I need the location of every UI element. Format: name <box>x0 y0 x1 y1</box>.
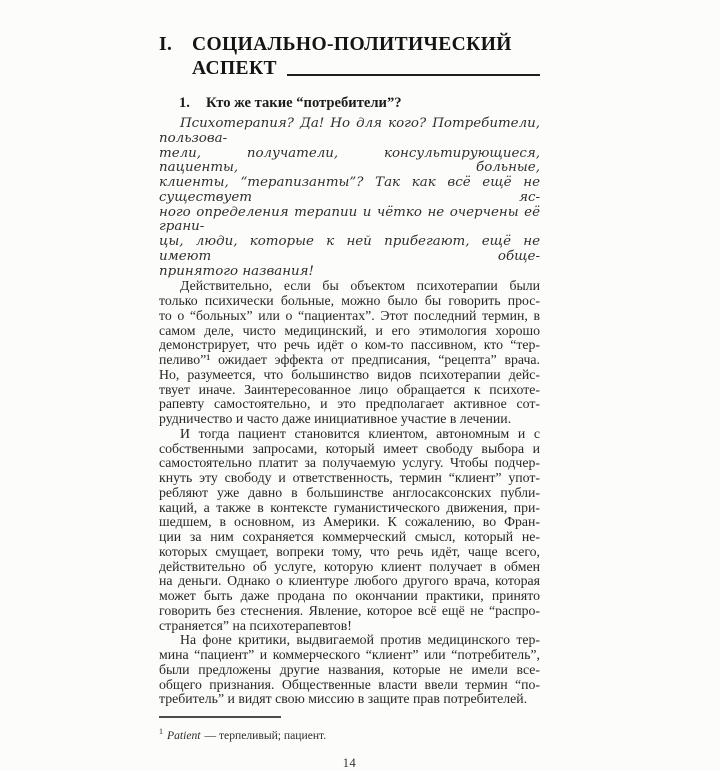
chapter-numeral: I. <box>159 34 173 55</box>
heading-rule <box>287 57 540 77</box>
paragraph-intro <box>159 117 540 279</box>
text-line: действительно об услуге, которую клиент получает в обмен <box>159 558 540 574</box>
text-line: твует иначе. Заинтересованное лицо обращается к психоте- <box>159 381 540 397</box>
text-line: самом деле, чисто медицинский, и его этимология хорошо <box>159 322 540 338</box>
text-line: рапевту самостоятельно, и это предполагает активное сот- <box>159 396 540 412</box>
text-line: собственными запросами, который имеет свободу выбора и <box>159 440 540 456</box>
text-line: самостоятельно платит за получаемую услугу. Чтобы подчер- <box>159 455 540 471</box>
text-line: цы, люди, которые к ней прибегают, ещё не имеют обще- <box>159 234 540 264</box>
footnote-term: Patient <box>167 728 201 742</box>
chapter-title-line2: АСПЕКТ <box>192 57 277 79</box>
footnote-marker: 1 <box>159 727 163 736</box>
text-line: каций, а также в контексте гуманистического движения, при- <box>159 499 540 515</box>
text-line: Но, разумеется, что большинство видов психотерапии дейс- <box>159 366 540 382</box>
page-number: 14 <box>342 755 357 770</box>
text-line: которых смущает, вопреки тому, что речь идёт, чаще всего, <box>159 543 540 559</box>
text-line: общего признания. Общественные власти ввели термин “по- <box>159 676 540 692</box>
chapter-heading-line2 <box>159 57 540 81</box>
text-column <box>159 0 540 771</box>
footnote <box>159 716 540 743</box>
text-line: может быть даже продана по окончании практики, принято <box>159 588 540 603</box>
text-line: страняется” на психотерапевтов! <box>159 617 352 633</box>
paragraph <box>159 279 540 427</box>
footnote-text <box>159 725 540 743</box>
text-line: говорить без стеснения. Явление, которое всё ещё не “распро- <box>159 602 540 618</box>
text-line: клиенты, “терапизанты”? Так как всё ещё не существует яс- <box>159 175 540 205</box>
text-line: демонстрирует, что речь идёт о ком-то пассивном, кто “тер- <box>159 337 540 353</box>
body-text <box>159 117 540 707</box>
text-line: принятого названия! <box>159 263 314 279</box>
chapter-title-line1: СОЦИАЛЬНО-ПОЛИТИЧЕСКИЙ <box>192 34 512 55</box>
text-line: шедшем, в основном, из Америки. К сожалению, во Фран- <box>159 514 540 530</box>
text-line: тели, получатели, консультирующиеся, пациенты, больные, <box>159 145 540 176</box>
chapter-heading <box>159 0 540 80</box>
text-line: пеливо”¹ ожидает эффекта от предписания, “рецепта” врача. <box>159 352 540 367</box>
footnote-definition: — терпеливый; пациент. <box>204 728 327 742</box>
text-line: ребляют уже давно в большинстве англосаксонских публи- <box>159 484 540 500</box>
text-line: были предложены другие названия, которые не имели все- <box>159 661 540 677</box>
text-line: мина “пациент” и коммерческого “клиент” или “потребитель”, <box>159 647 540 662</box>
section-title: Кто же такие “потребители”? <box>206 95 402 111</box>
text-line: требитель” и видят свою миссию в защите прав потребителей. <box>159 691 528 707</box>
footnote-rule <box>159 716 281 718</box>
chapter-heading-line1 <box>159 33 540 57</box>
section-number: 1. <box>179 95 190 111</box>
text-line: И тогда пациент становится клиентом, автономным и с <box>180 425 540 441</box>
text-line: ного определения терапии и чётко не очерчены её грани- <box>159 204 540 235</box>
section-heading <box>179 94 540 112</box>
text-line: Психотерапия? Да! Но для кого? Потребители, пользова- <box>159 116 540 146</box>
text-line: кнуть эту свободу и ответственность, термин “клиент” упот- <box>159 470 540 485</box>
text-line: рудничество и часто даже инициативное участие в лечении. <box>159 411 512 426</box>
text-line: На фоне критики, выдвигаемой против медицинского тер- <box>180 632 540 648</box>
chapter-numeral-spacer <box>159 57 192 81</box>
text-line: только психически больные, можно было бы говорить прос- <box>159 293 540 308</box>
paragraph <box>159 633 540 707</box>
paragraph <box>159 427 540 634</box>
text-line: на деньги. Однако о клиентуре любого другого врача, которая <box>159 573 540 589</box>
text-line: ции за ним сохраняется коммерческий смысл, который не- <box>159 529 540 544</box>
text-line: Действительно, если бы объектом психотерапии были <box>180 278 540 294</box>
text-line: то о “больных” или о “пациентах”. Этот последний термин, в <box>159 307 540 323</box>
